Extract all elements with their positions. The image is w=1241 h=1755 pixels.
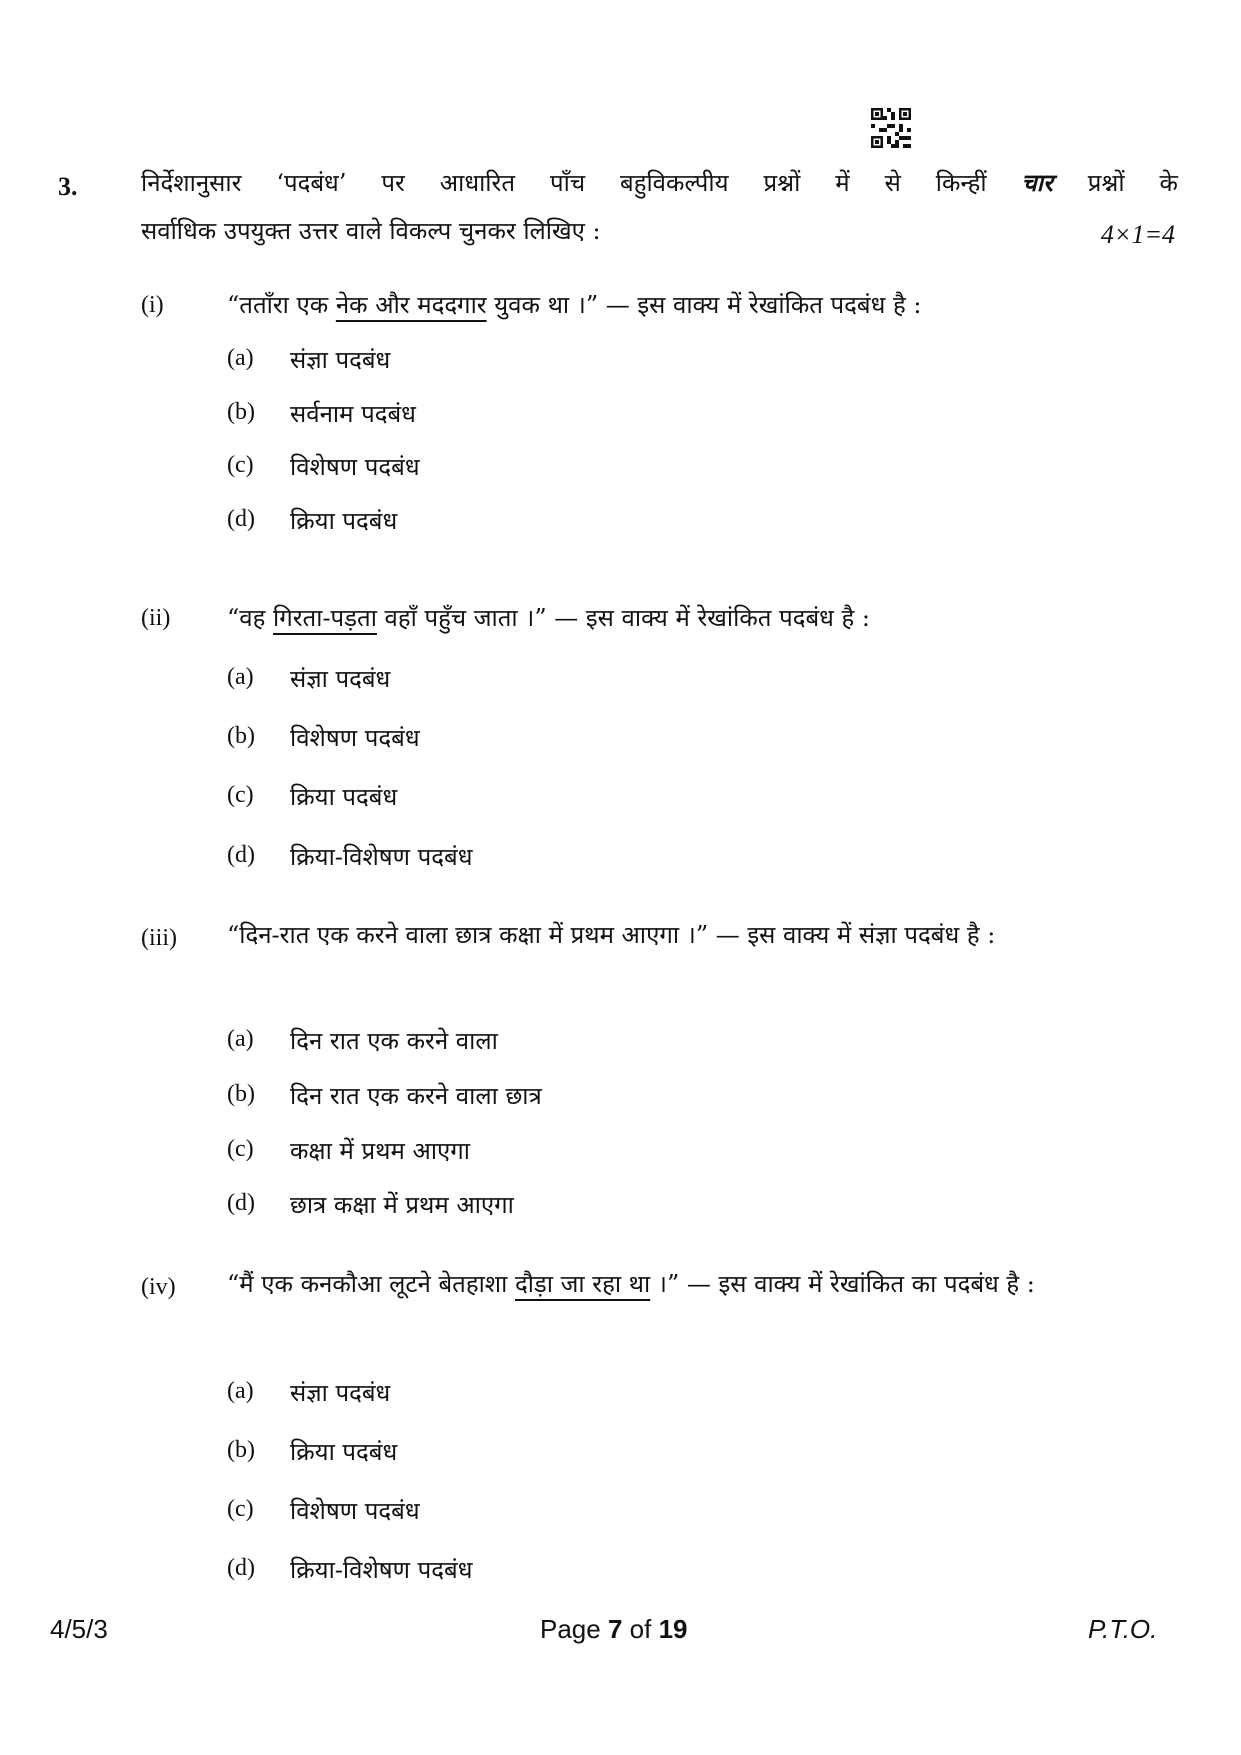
option-label: (a) [227,1026,254,1052]
subquestion-text: “वह गिरता-पड़ता वहाँ पहुँच जाता ।” — इस वाक्य में रेखांकित पदबंध है : [227,604,871,632]
option-label: (c) [227,452,254,478]
option-text: क्रिया-विशेषण पदबंध [290,843,473,871]
option-label: (b) [227,399,255,425]
option-label: (a) [227,1378,254,1404]
instruction-emphasis: चार [1021,168,1053,197]
pto-label: P.T.O. [1088,1614,1158,1644]
option-text: संज्ञा पदबंध [290,346,391,374]
option-text: क्रिया पदबंध [290,507,398,535]
option-label: (a) [227,664,254,690]
subquestion-label: (iv) [141,1274,176,1300]
option-label: (c) [227,1136,254,1162]
option-label: (d) [227,1555,255,1581]
option-label: (b) [227,723,255,749]
option-text: सर्वनाम पदबंध [290,400,416,428]
option-text: विशेषण पदबंध [290,724,420,752]
option-text: संज्ञा पदबंध [290,665,391,693]
underlined-phrase: दौड़ा जा रहा था [514,1270,651,1298]
underlined-phrase: गिरता-पड़ता [273,604,377,632]
question-instruction: निर्देशानुसार ‘पदबंध’ पर आधारित पाँच बहुविकल्पीय प्रश्नों में से किन्हीं चार प्रश्नों के [141,168,1178,197]
option-text: छात्र कक्षा में प्रथम आएगा [290,1191,514,1219]
subquestion-label: (iii) [141,925,177,951]
option-text: दिन रात एक करने वाला [290,1027,498,1055]
subquestion-label: (i) [141,292,164,318]
option-text: क्रिया पदबंध [290,783,398,811]
paper-code: 4/5/3 [50,1614,108,1644]
option-label: (d) [227,1190,255,1216]
question-number: 3. [58,172,78,201]
page-number: Page 7 of 19 [540,1614,688,1644]
subquestion-text: “दिन-रात एक करने वाला छात्र कक्षा में प्रथम आएगा ।” — इस वाक्य में संज्ञा पदबंध है : [227,921,996,949]
option-text: विशेषण पदबंध [290,453,420,481]
subquestion-text: “मैं एक कनकौआ लूटने बेतहाशा दौड़ा जा रहा था ।” — इस वाक्य में रेखांकित का पदबंध है : [227,1270,1035,1298]
option-text: क्रिया पदबंध [290,1438,398,1466]
subquestion-text: “तताँरा एक नेक और मददगार युवक था ।” — इस वाक्य में रेखांकित पदबंध है : [227,291,922,319]
option-text: दिन रात एक करने वाला छात्र [290,1082,542,1110]
subquestion-label: (ii) [141,605,171,631]
option-label: (c) [227,1496,254,1522]
option-label: (d) [227,842,255,868]
option-text: क्रिया-विशेषण पदबंध [290,1556,473,1584]
option-label: (a) [227,345,254,371]
option-label: (b) [227,1081,255,1107]
option-label: (b) [227,1437,255,1463]
option-label: (d) [227,506,255,532]
qr-code-icon [871,108,911,148]
question-instruction-line2: सर्वाधिक उपयुक्त उत्तर वाले विकल्प चुनकर लिखिए : [141,217,601,245]
option-label: (c) [227,782,254,808]
option-text: विशेषण पदबंध [290,1497,420,1525]
option-text: संज्ञा पदबंध [290,1379,391,1407]
option-text: कक्षा में प्रथम आएगा [290,1137,470,1165]
underlined-phrase: नेक और मददगार [335,291,487,319]
marks-allocation: 4×1=4 [1100,220,1175,249]
